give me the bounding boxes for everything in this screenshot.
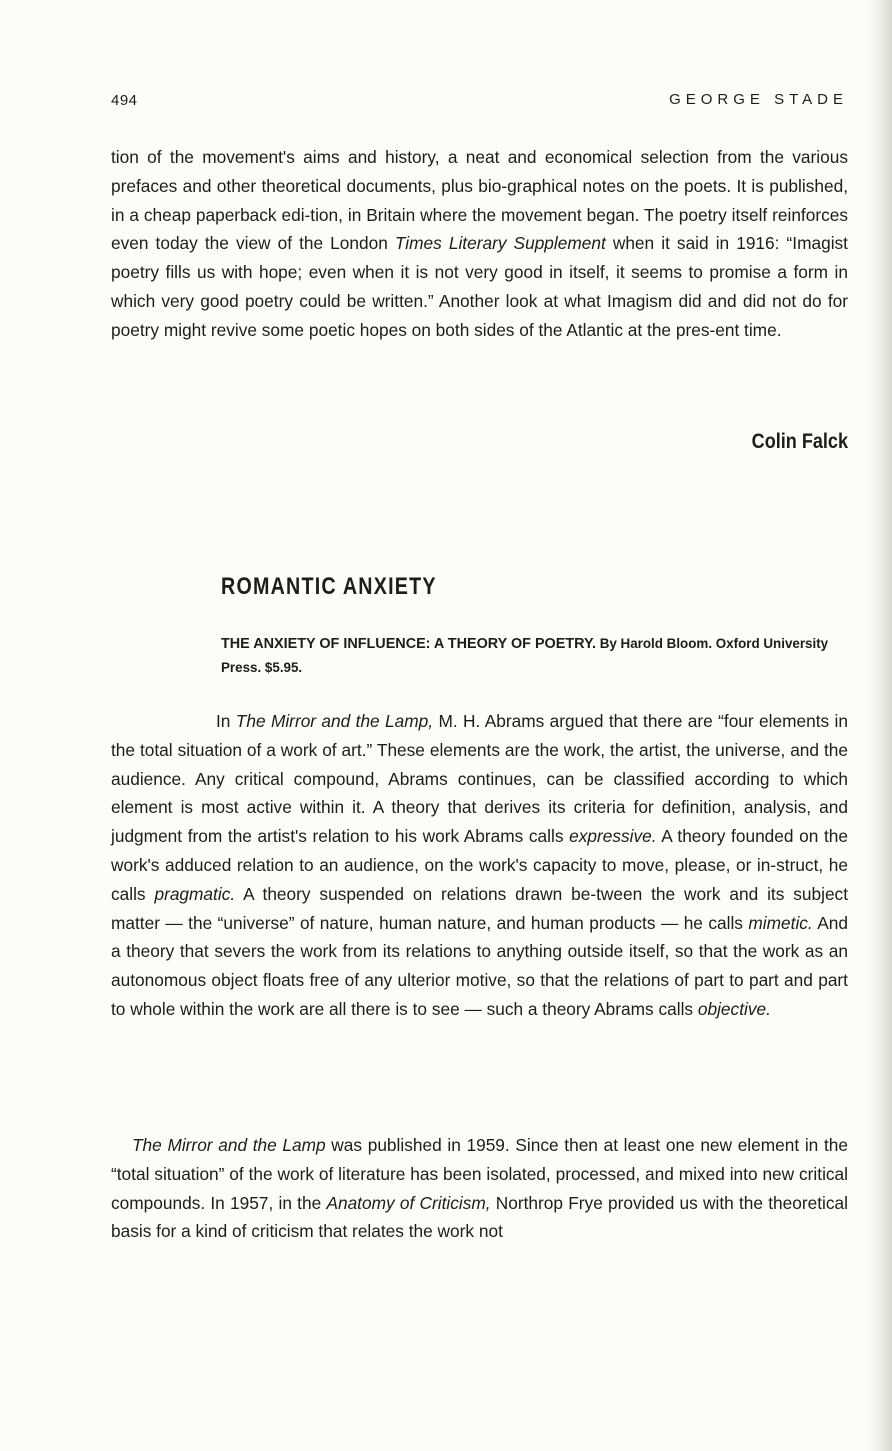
italic-run: expressive. xyxy=(569,826,657,847)
review-author-signature: Colin Falck xyxy=(751,430,848,453)
book-title: THE ANXIETY OF INFLUENCE: A THEORY OF POETRY. xyxy=(221,636,596,652)
review-1-paragraph-1 xyxy=(111,143,848,345)
text-run: was published in 1959. Since then at least one new element in the “total situation” of the work of literature has been isolated, processed, and mixed into new critical compounds. In 1957, in the xyxy=(111,1135,848,1213)
italic-run: objective. xyxy=(697,998,771,1019)
book-details: By Harold Bloom. Oxford University Press. $5.95. xyxy=(221,636,829,675)
text-run: tion of the movement's aims and history, a neat and economical selection from the various prefaces and other theoretical documents, plus bio-graphical notes on the poets. It is published, in a cheap paperback edi-tion, in Britain where the movement began. The poetry itself reinforces even today the view of the London xyxy=(111,147,848,254)
review-title: ROMANTIC ANXIETY xyxy=(221,573,437,600)
page-header xyxy=(111,90,848,114)
italic-run: The Mirror and the Lamp, xyxy=(235,711,434,731)
italic-run: pragmatic. xyxy=(154,883,236,904)
page-number: 494 xyxy=(111,92,138,109)
running-head: GEORGE STADE xyxy=(669,91,848,108)
review-2-paragraph-1 xyxy=(111,707,848,1024)
review-2-paragraph-2 xyxy=(111,1131,848,1246)
italic-run: The Mirror and the Lamp xyxy=(132,1135,326,1155)
page-edge-shadow xyxy=(868,0,892,1451)
text-run: A theory founded on the work's adduced relation to an audience, on the work's capacity to move, please, or in-struct, he calls xyxy=(111,826,849,904)
text-run: In xyxy=(216,711,236,731)
text-run: M. H. Abrams argued that there are “four elements in the total situation of a work of art.” These elements are the work, the artist, the universe, and the audience. Any critical compound, Abrams continues, can be classified according to which element is most active within it. A theory that derives its criteria for definition, analysis, and judgment from the artist's relation to his work Abrams calls xyxy=(111,711,848,847)
text-run: And a theory that severs the work from its relations to anything outside itself, so that the work as an autonomous object floats free of any ulterior motive, so that the relations of part to part and part to whole within the work are all there is to see — such a theory Abrams calls xyxy=(111,912,848,1019)
text-run: Northrop Frye provided us with the theoretical basis for a kind of criticism that relates the work not xyxy=(111,1192,848,1242)
italic-run: Anatomy of Criticism, xyxy=(326,1192,491,1213)
italic-run: mimetic. xyxy=(748,912,813,933)
text-run: when it said in 1916: “Imagist poetry fills us with hope; even when it is not very good in itself, it seems to promise a form in which very good poetry could be written.” Another look at what Imagism did and did not do for poetry might revive some poetic hopes on both sides of the Atlantic at the pres-ent time. xyxy=(111,233,848,340)
book-citation xyxy=(221,632,851,680)
text-run: A theory suspended on relations drawn be-tween the work and its subject matter — the “universe” of nature, human nature, and human products — he calls xyxy=(111,883,848,933)
italic-run: Times Literary Supplement xyxy=(394,233,606,254)
